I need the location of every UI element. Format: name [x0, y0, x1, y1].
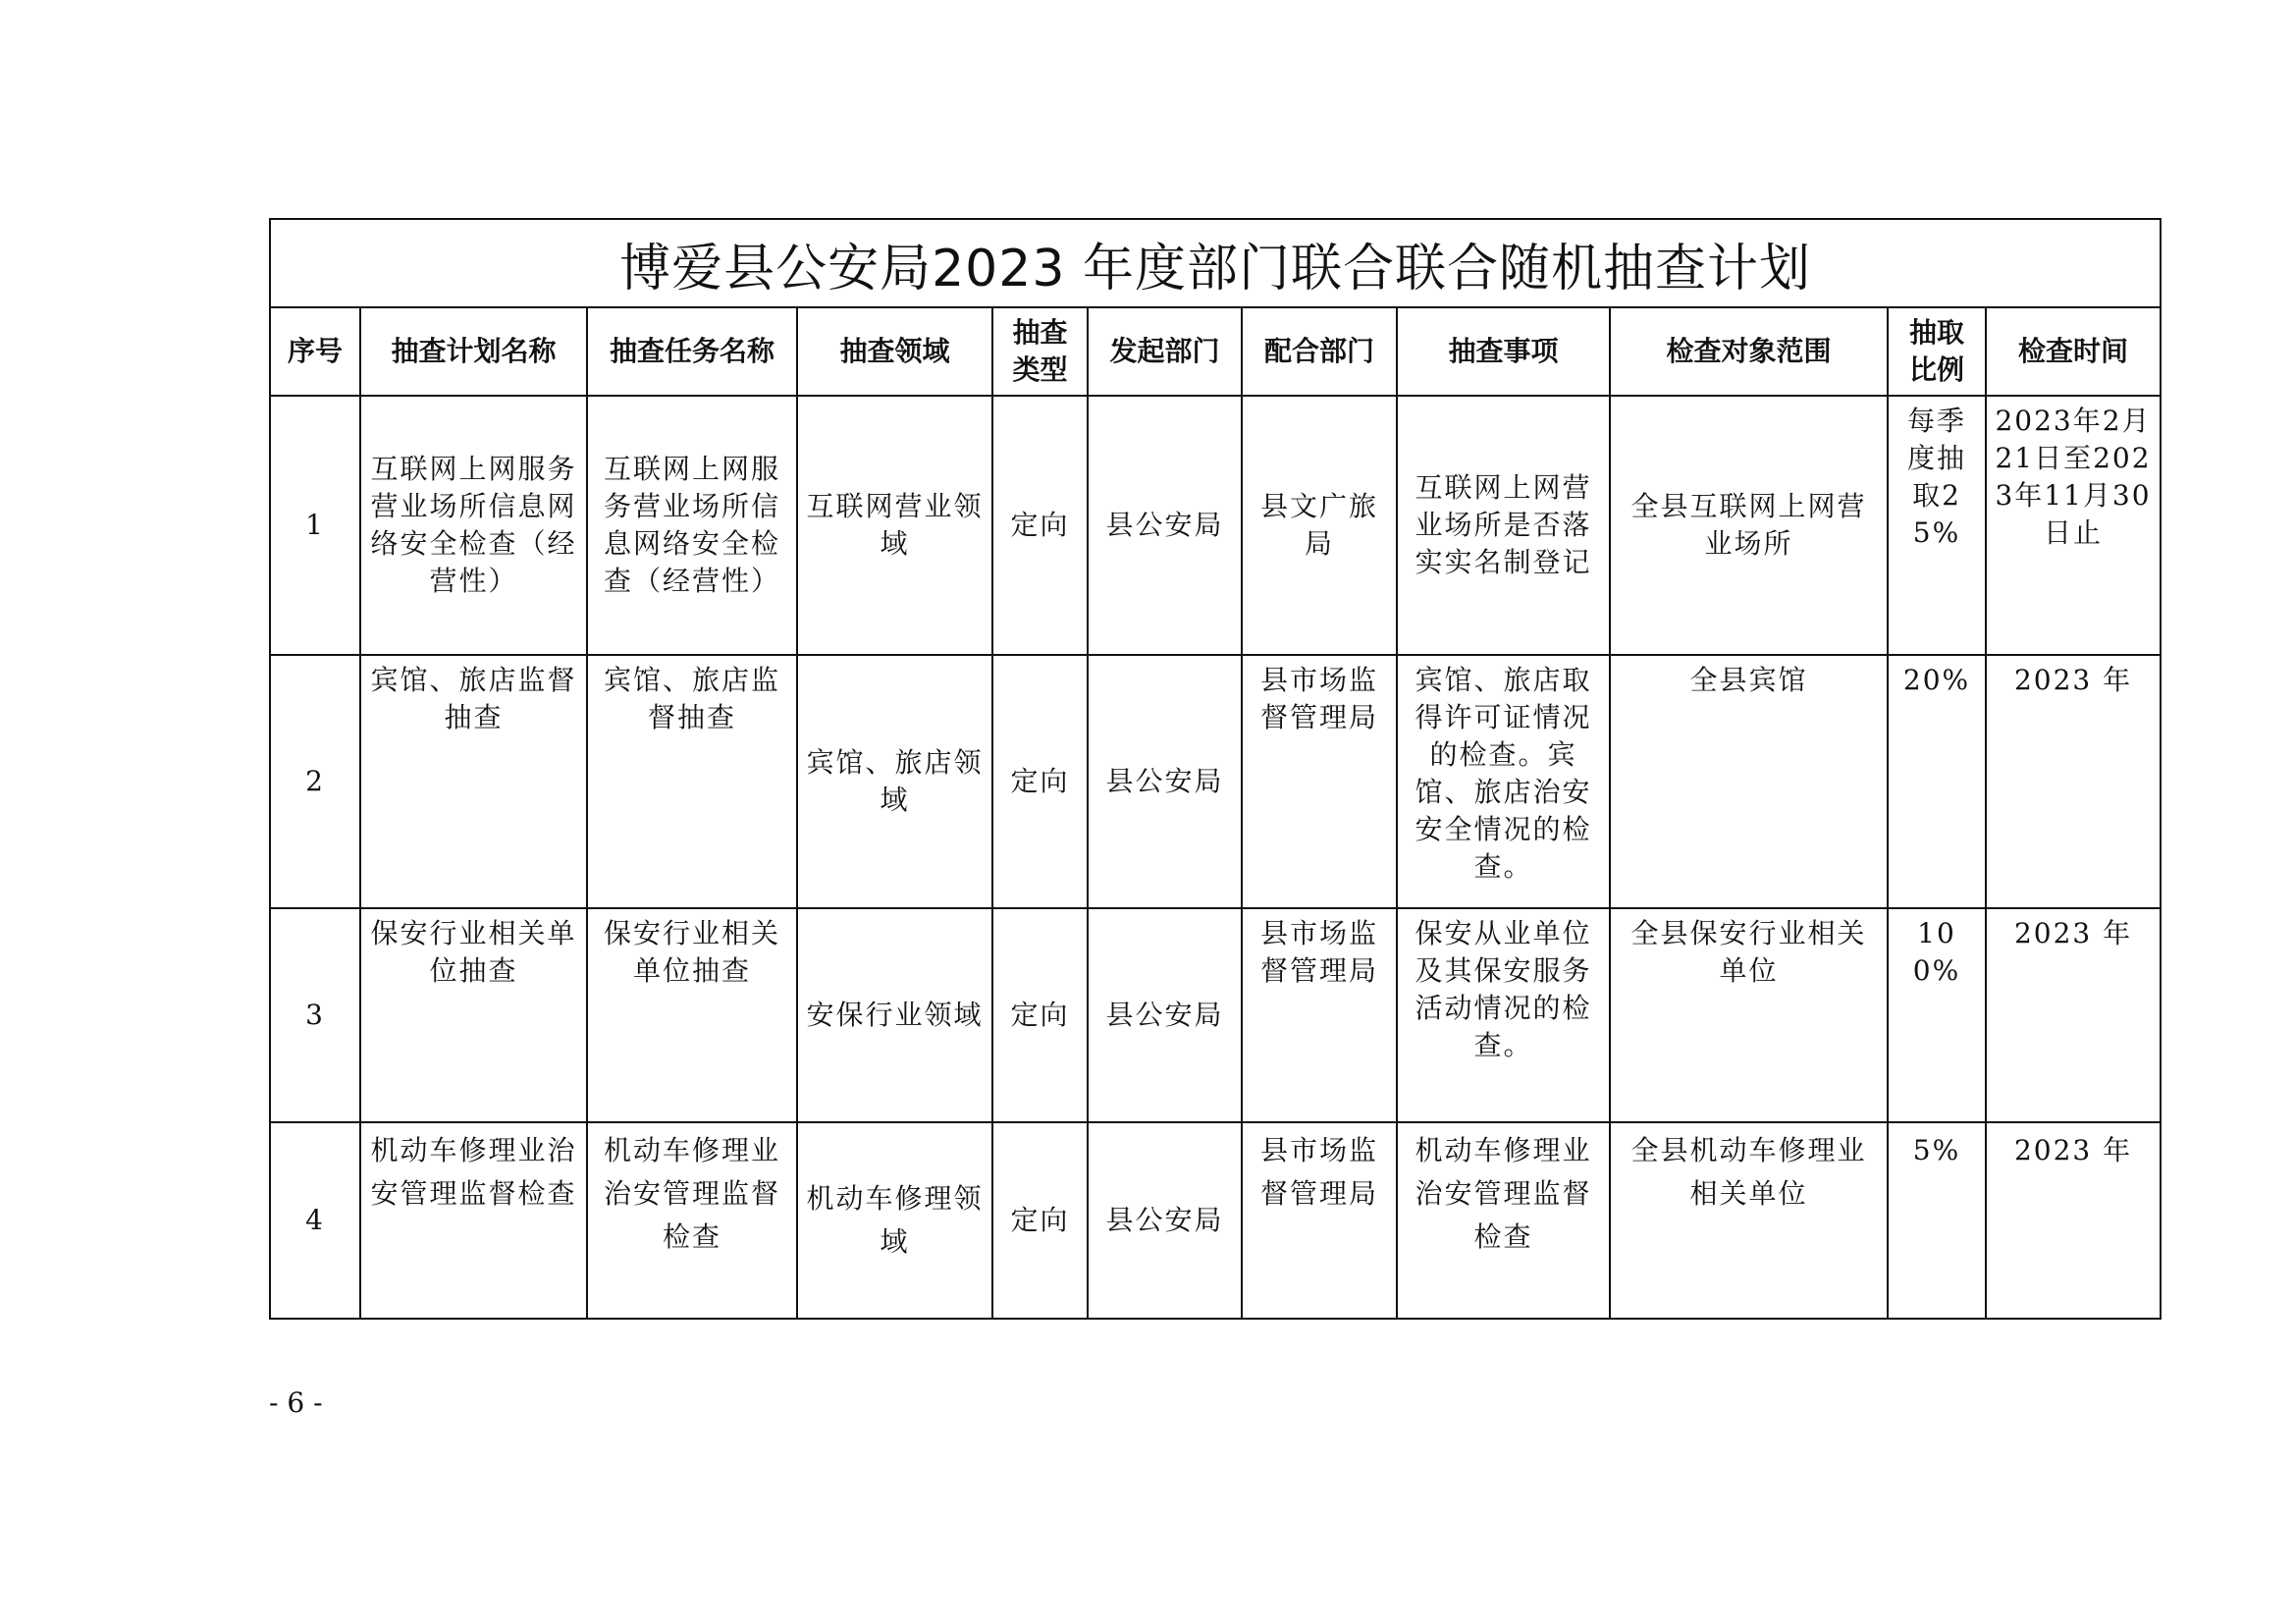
inspection-plan-table	[269, 218, 2162, 1320]
cell-item: 互联网上网营业场所是否落实实名制登记	[1397, 396, 1610, 655]
cell-ratio: 20%	[1888, 655, 1986, 908]
cell-task: 互联网上网服务营业场所信息网络安全检查（经营性）	[587, 396, 797, 655]
cell-plan: 宾馆、旅店监督抽查	[360, 655, 587, 908]
column-header-field: 抽查领域	[797, 307, 992, 396]
column-header-time: 检查时间	[1986, 307, 2161, 396]
cell-plan: 互联网上网服务营业场所信息网络安全检查（经营性）	[360, 396, 587, 655]
cell-scope: 全县互联网上网营业场所	[1610, 396, 1888, 655]
cell-no: 4	[270, 1122, 360, 1319]
column-header-initiator: 发起部门	[1088, 307, 1242, 396]
table-row	[270, 908, 2161, 1122]
cell-initiator: 县公安局	[1088, 908, 1242, 1122]
column-header-partner: 配合部门	[1242, 307, 1397, 396]
column-header-scope: 检查对象范围	[1610, 307, 1888, 396]
cell-field: 机动车修理领域	[797, 1122, 992, 1319]
cell-initiator: 县公安局	[1088, 655, 1242, 908]
page-number: - 6 -	[269, 1386, 323, 1419]
cell-item: 保安从业单位及其保安服务活动情况的检查。	[1397, 908, 1610, 1122]
cell-no: 2	[270, 655, 360, 908]
table-row	[270, 655, 2161, 908]
cell-scope: 全县机动车修理业相关单位	[1610, 1122, 1888, 1319]
column-header-no: 序号	[270, 307, 360, 396]
cell-plan: 机动车修理业治安管理监督检查	[360, 1122, 587, 1319]
cell-type: 定向	[992, 908, 1088, 1122]
column-header-item: 抽查事项	[1397, 307, 1610, 396]
cell-plan: 保安行业相关单位抽查	[360, 908, 587, 1122]
cell-partner: 县市场监督管理局	[1242, 1122, 1397, 1319]
table-header-row	[270, 307, 2161, 396]
cell-no: 1	[270, 396, 360, 655]
cell-ratio: 每季度抽取25%	[1888, 396, 1986, 655]
column-header-task: 抽查任务名称	[587, 307, 797, 396]
cell-no: 3	[270, 908, 360, 1122]
cell-field: 互联网营业领域	[797, 396, 992, 655]
cell-partner: 县文广旅局	[1242, 396, 1397, 655]
cell-time: 2023年2月21日至2023年11月30日止	[1986, 396, 2161, 655]
cell-initiator: 县公安局	[1088, 1122, 1242, 1319]
column-header-ratio: 抽取比例	[1888, 307, 1986, 396]
cell-time: 2023 年	[1986, 1122, 2161, 1319]
table-row	[270, 396, 2161, 655]
cell-time: 2023 年	[1986, 655, 2161, 908]
cell-task: 保安行业相关单位抽查	[587, 908, 797, 1122]
table-row	[270, 1122, 2161, 1319]
cell-partner: 县市场监督管理局	[1242, 655, 1397, 908]
cell-field: 安保行业领域	[797, 908, 992, 1122]
cell-task: 宾馆、旅店监督抽查	[587, 655, 797, 908]
cell-ratio: 100%	[1888, 908, 1986, 1122]
column-header-plan: 抽查计划名称	[360, 307, 587, 396]
table-title: 博爱县公安局2023 年度部门联合联合随机抽查计划	[270, 219, 2161, 307]
cell-type: 定向	[992, 1122, 1088, 1319]
cell-scope: 全县宾馆	[1610, 655, 1888, 908]
cell-item: 机动车修理业治安管理监督检查	[1397, 1122, 1610, 1319]
cell-item: 宾馆、旅店取得许可证情况的检查。宾馆、旅店治安安全情况的检查。	[1397, 655, 1610, 908]
cell-type: 定向	[992, 655, 1088, 908]
cell-time: 2023 年	[1986, 908, 2161, 1122]
cell-partner: 县市场监督管理局	[1242, 908, 1397, 1122]
cell-scope: 全县保安行业相关单位	[1610, 908, 1888, 1122]
cell-initiator: 县公安局	[1088, 396, 1242, 655]
column-header-type: 抽查类型	[992, 307, 1088, 396]
cell-type: 定向	[992, 396, 1088, 655]
cell-field: 宾馆、旅店领域	[797, 655, 992, 908]
cell-ratio: 5%	[1888, 1122, 1986, 1319]
cell-task: 机动车修理业治安管理监督检查	[587, 1122, 797, 1319]
